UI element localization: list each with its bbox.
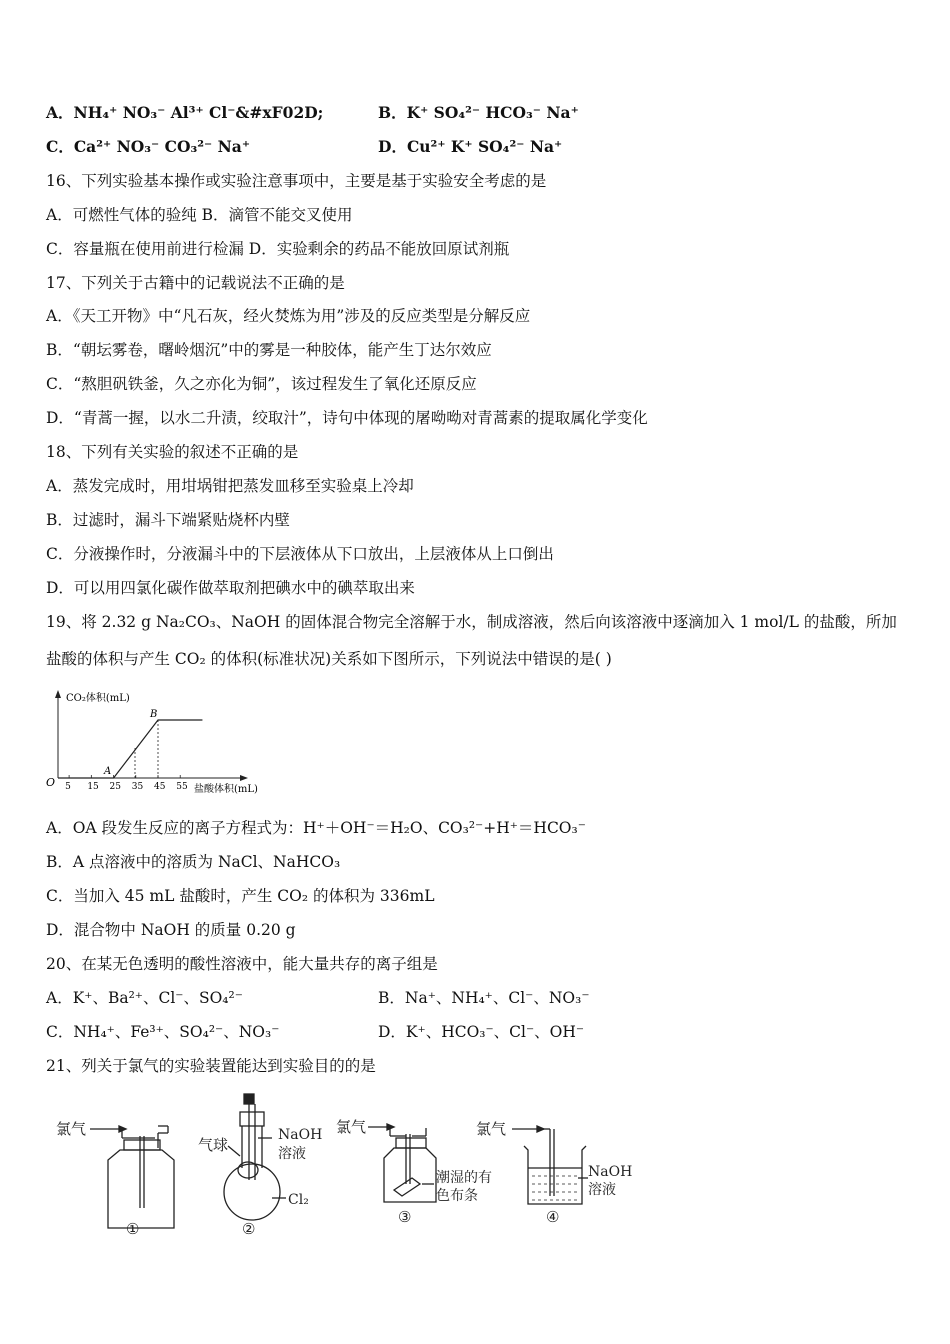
q19-option-a: A．OA 段发生反应的离子方程式为：H⁺＋OH⁻＝H₂O、CO₃²⁻+H⁺＝HCO₃⁻ (46, 819, 586, 837)
q19-option-b: B．A 点溶液中的溶质为 NaCl、NaHCO₃ (46, 853, 341, 871)
chlorine-label-4: 氯气 (476, 1120, 507, 1138)
label-1: ① (126, 1220, 140, 1238)
apparatus-4 (476, 1120, 632, 1226)
q15-option-b: B．K⁺ SO₄²⁻ HCO₃⁻ Na⁺ (378, 103, 579, 122)
q17-option-d: D．“青蒿一握，以水二升渍，绞取汁”，诗句中体现的屠呦呦对青蒿素的提取属化学变化 (46, 409, 648, 427)
q20-option-d: D．K⁺、HCO₃⁻、Cl⁻、OH⁻ (378, 1023, 585, 1041)
co2-volume-chart (44, 686, 284, 798)
q20-option-a: A．K⁺、Ba²⁺、Cl⁻、SO₄²⁻ (46, 989, 243, 1007)
q16-options-ab: A．可燃性气体的验纯 B．滴管不能交叉使用 (46, 206, 353, 224)
wet-cloth-label-1: 潮湿的有 (436, 1170, 492, 1186)
q17-option-a: A．《天工开物》中“凡石灰，经火焚炼为用”涉及的反应类型是分解反应 (46, 307, 531, 325)
q18-option-c: C．分液操作时，分液漏斗中的下层液体从下口放出，上层液体从上口倒出 (46, 545, 554, 563)
q18-option-d: D．可以用四氯化碳作做萃取剂把碘水中的碘萃取出来 (46, 579, 415, 597)
x-axis-arrow-icon (240, 775, 248, 781)
label-3: ③ (398, 1208, 412, 1226)
q15-option-c: C．Ca²⁺ NO₃⁻ CO₃²⁻ Na⁺ (46, 137, 251, 156)
x-tick-label: 55 (176, 782, 188, 792)
q19-stem-line1: 19、将 2.32 g Na₂CO₃、NaOH 的固体混合物完全溶解于水，制成溶液，然后向该溶液中逐滴加入 1 mol/L 的盐酸，所加 (46, 613, 897, 631)
point-b-label: B (150, 709, 158, 720)
label-2: ② (242, 1220, 256, 1238)
naoh-label-1: NaOH (278, 1127, 323, 1143)
q19-stem-line2: 盐酸的体积与产生 CO₂ 的体积(标准状况)关系如下图所示，下列说法中错误的是( ) (46, 650, 612, 668)
apparatus-1 (56, 1120, 174, 1238)
apparatus-2 (198, 1094, 322, 1238)
q18-stem: 18、下列有关实验的叙述不正确的是 (46, 443, 299, 461)
x-tick-label: 25 (109, 782, 122, 792)
q15-option-d: D．Cu²⁺ K⁺ SO₄²⁻ Na⁺ (378, 137, 563, 156)
q21-stem: 21、列关于氯气的实验装置能达到实验目的的是 (46, 1057, 376, 1075)
y-axis-arrow-icon (55, 690, 61, 698)
q17-option-b: B．“朝坛雾卷，曙岭烟沉”中的雾是一种胶体，能产生丁达尔效应 (46, 341, 492, 359)
q20-stem: 20、在某无色透明的酸性溶液中，能大量共存的离子组是 (46, 955, 438, 973)
y-axis-label: CO₂体积(mL) (66, 693, 130, 704)
label-4: ④ (546, 1208, 560, 1226)
x-tick-label: 45 (154, 782, 166, 792)
solution-label-1: 溶液 (278, 1146, 306, 1162)
solution-label-2: 溶液 (588, 1182, 616, 1198)
chlorine-label-3: 氯气 (336, 1118, 367, 1136)
naoh-label-2: NaOH (588, 1164, 633, 1180)
chlorine-label-1: 氯气 (56, 1120, 87, 1138)
point-a-label: A (104, 766, 112, 777)
x-axis-label: 盐酸体积(mL) (194, 784, 258, 795)
q18-option-a: A．蒸发完成时，用坩埚钳把蒸发皿移至实验桌上冷却 (46, 477, 414, 495)
apparatus-3 (336, 1118, 492, 1226)
q16-options-cd: C．容量瓶在使用前进行检漏 D．实验剩余的药品不能放回原试剂瓶 (46, 240, 510, 258)
x-tick-label: 15 (87, 782, 99, 792)
x-tick-label: 5 (65, 782, 71, 792)
co2-series-line (58, 720, 202, 778)
q20-option-b: B．Na⁺、NH₄⁺、Cl⁻、NO₃⁻ (378, 989, 590, 1007)
q18-option-b: B．过滤时，漏斗下端紧贴烧杯内壁 (46, 511, 290, 529)
q17-option-c: C．“熬胆矾铁釜，久之亦化为铜”，该过程发生了氧化还原反应 (46, 375, 477, 393)
q20-option-c: C．NH₄⁺、Fe³⁺、SO₄²⁻、NO₃⁻ (46, 1023, 280, 1041)
q15-option-a: A．NH₄⁺ NO₃⁻ Al³⁺ Cl⁻&#xF02D; (46, 103, 324, 122)
wet-cloth-label-2: 色布条 (436, 1188, 478, 1204)
q16-stem: 16、下列实验基本操作或实验注意事项中，主要是基于实验安全考虑的是 (46, 172, 547, 190)
q19-option-d: D．混合物中 NaOH 的质量 0.20 g (46, 921, 296, 939)
q19-option-c: C．当加入 45 mL 盐酸时，产生 CO₂ 的体积为 336mL (46, 887, 435, 905)
balloon-label: 气球 (198, 1136, 229, 1154)
chlorine-apparatus-diagram (50, 1088, 650, 1238)
cl2-label: Cl₂ (288, 1192, 309, 1208)
x-tick-label: 35 (131, 782, 144, 792)
q17-stem: 17、下列关于古籍中的记载说法不正确的是 (46, 274, 345, 292)
origin-label: O (46, 776, 56, 789)
